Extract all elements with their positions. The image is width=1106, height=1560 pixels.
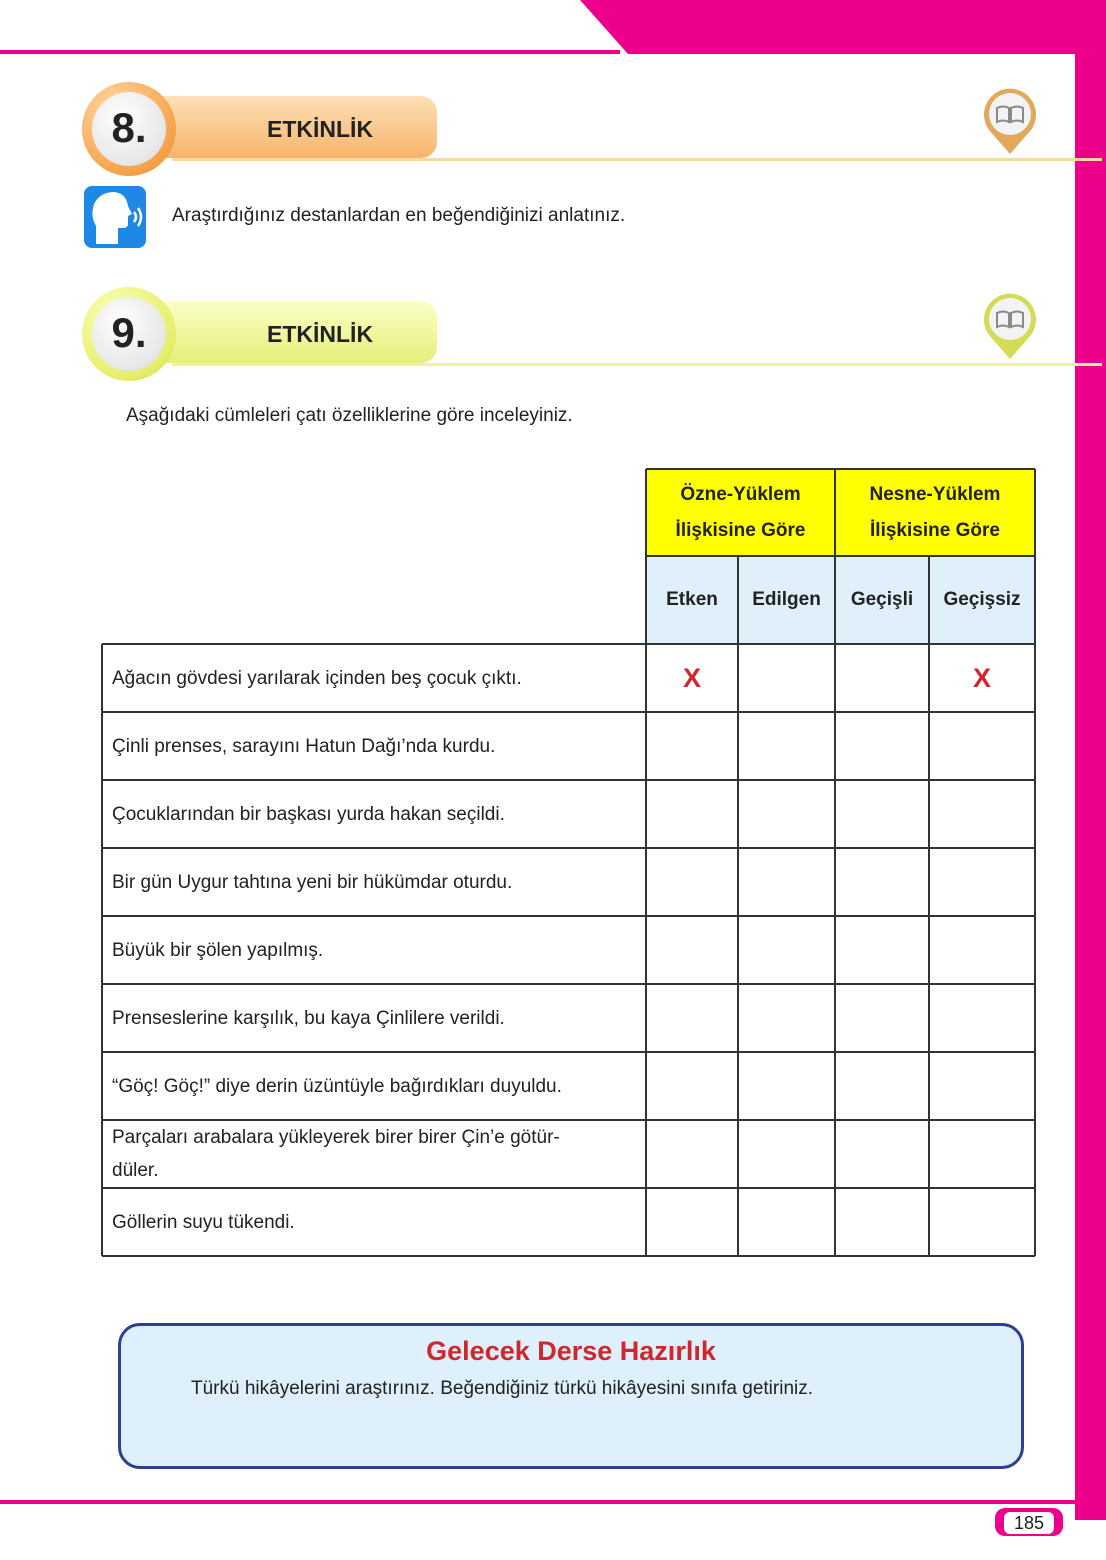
table-row-sentence: Prenseslerine karşılık, bu kaya Çinlilere verildi.	[112, 1007, 505, 1029]
mark-cell[interactable]	[929, 712, 1035, 780]
mark-cell[interactable]	[738, 1120, 835, 1188]
speaking-head-icon	[84, 186, 146, 248]
mark-cell[interactable]	[835, 984, 929, 1052]
table-row-sentence: Göllerin suyu tükendi.	[112, 1211, 295, 1233]
activity-9-number: 9.	[111, 309, 147, 356]
book-pin-icon	[975, 291, 1045, 361]
activity-8-number-badge	[82, 82, 176, 176]
activity-9-label: ETKİNLİK	[267, 321, 374, 347]
sentence-line: düler.	[112, 1160, 159, 1181]
activity-9-instruction: Aşağıdaki cümleleri çatı özelliklerine göre inceleyiniz.	[126, 405, 573, 426]
activity-8-label-pill	[162, 96, 437, 158]
activity-8-rule	[172, 158, 1102, 161]
mark-cell[interactable]	[835, 1052, 929, 1120]
activity-8-label: ETKİNLİK	[267, 116, 374, 142]
mark-cell[interactable]	[646, 984, 738, 1052]
bottom-border-line	[0, 1500, 1106, 1504]
mark-cell[interactable]	[835, 1120, 929, 1188]
activity-9-label-pill	[162, 301, 437, 363]
mark-cell[interactable]	[835, 848, 929, 916]
group-header-object-predicate	[835, 469, 1035, 556]
next-lesson-preparation-box	[118, 1323, 1024, 1469]
table-row-sentence	[102, 1120, 646, 1188]
mark-cell[interactable]	[646, 1188, 738, 1256]
mark-cell[interactable]	[738, 984, 835, 1052]
mark-cell[interactable]	[738, 712, 835, 780]
mark-cell[interactable]	[738, 1052, 835, 1120]
mark-cell[interactable]	[646, 848, 738, 916]
mark-cell[interactable]	[835, 916, 929, 984]
mark-cell[interactable]	[646, 712, 738, 780]
mark-cell[interactable]	[929, 848, 1035, 916]
activity-9-rule	[172, 363, 1102, 366]
column-header-etken: Etken	[646, 556, 738, 644]
mark-cell[interactable]	[929, 1188, 1035, 1256]
preparation-title: Gelecek Derse Hazırlık	[426, 1336, 716, 1366]
mark-cell[interactable]	[646, 1120, 738, 1188]
mark-cell[interactable]	[738, 644, 835, 712]
mark-cell[interactable]	[835, 1188, 929, 1256]
table-row-sentence: “Göç! Göç!” diye derin üzüntüyle bağırdıkları duyuldu.	[112, 1075, 562, 1097]
table-row-sentence: Çocuklarından bir başkası yurda hakan seçildi.	[112, 803, 505, 825]
activity-9-number-badge	[82, 287, 176, 381]
mark-cell[interactable]: X	[972, 662, 991, 693]
mark-cell[interactable]	[929, 984, 1035, 1052]
right-border-bar	[1075, 0, 1106, 1520]
mark-cell[interactable]	[929, 916, 1035, 984]
table-row-sentence: Çinli prenses, sarayını Hatun Dağı’nda kurdu.	[112, 735, 496, 757]
mark-cell[interactable]	[646, 916, 738, 984]
mark-cell[interactable]	[646, 780, 738, 848]
group-header-subject-predicate	[646, 469, 835, 556]
top-border-line	[0, 50, 620, 54]
column-header-gecisli: Geçişli	[835, 556, 929, 644]
preparation-text: Türkü hikâyelerini araştırınız. Beğendiğiniz türkü hikâyesini sınıfa getiriniz.	[191, 1378, 814, 1399]
column-header-edilgen: Edilgen	[738, 556, 835, 644]
table-row-sentence: Büyük bir şölen yapılmış.	[112, 939, 324, 961]
group-header-line: İlişkisine Göre	[870, 519, 1000, 541]
group-header-line: İlişkisine Göre	[675, 519, 806, 541]
column-header-gecissiz: Geçişsiz	[929, 556, 1035, 644]
top-corner-banner	[580, 0, 1106, 54]
table-row-sentence: Ağacın gövdesi yarılarak içinden beş çocuk çıktı.	[112, 667, 522, 689]
mark-cell[interactable]	[929, 1052, 1035, 1120]
mark-cell[interactable]	[835, 644, 929, 712]
mark-cell[interactable]	[646, 1052, 738, 1120]
group-header-line: Nesne-Yüklem	[869, 483, 1001, 505]
activity-8-instruction: Araştırdığınız destanlardan en beğendiğinizi anlatınız.	[172, 205, 626, 226]
mark-cell[interactable]	[738, 780, 835, 848]
sentence-line: Parçaları arabalara yükleyerek birer birer Çin’e götür-	[112, 1127, 560, 1148]
mark-cell[interactable]	[738, 1188, 835, 1256]
group-header-line: Özne-Yüklem	[680, 483, 801, 505]
table-row-sentence: Bir gün Uygur tahtına yeni bir hükümdar oturdu.	[112, 871, 513, 893]
mark-cell[interactable]	[738, 848, 835, 916]
page-number: 185	[1004, 1512, 1054, 1534]
mark-cell[interactable]	[929, 1120, 1035, 1188]
book-pin-icon	[975, 86, 1045, 156]
mark-cell[interactable]	[835, 780, 929, 848]
mark-cell[interactable]	[929, 780, 1035, 848]
activity-9-header	[82, 287, 1022, 387]
mark-cell[interactable]	[835, 712, 929, 780]
activity-8-header	[82, 82, 1022, 182]
activity-8-number: 8.	[111, 104, 147, 151]
mark-cell[interactable]	[738, 916, 835, 984]
mark-cell[interactable]: X	[682, 662, 701, 693]
